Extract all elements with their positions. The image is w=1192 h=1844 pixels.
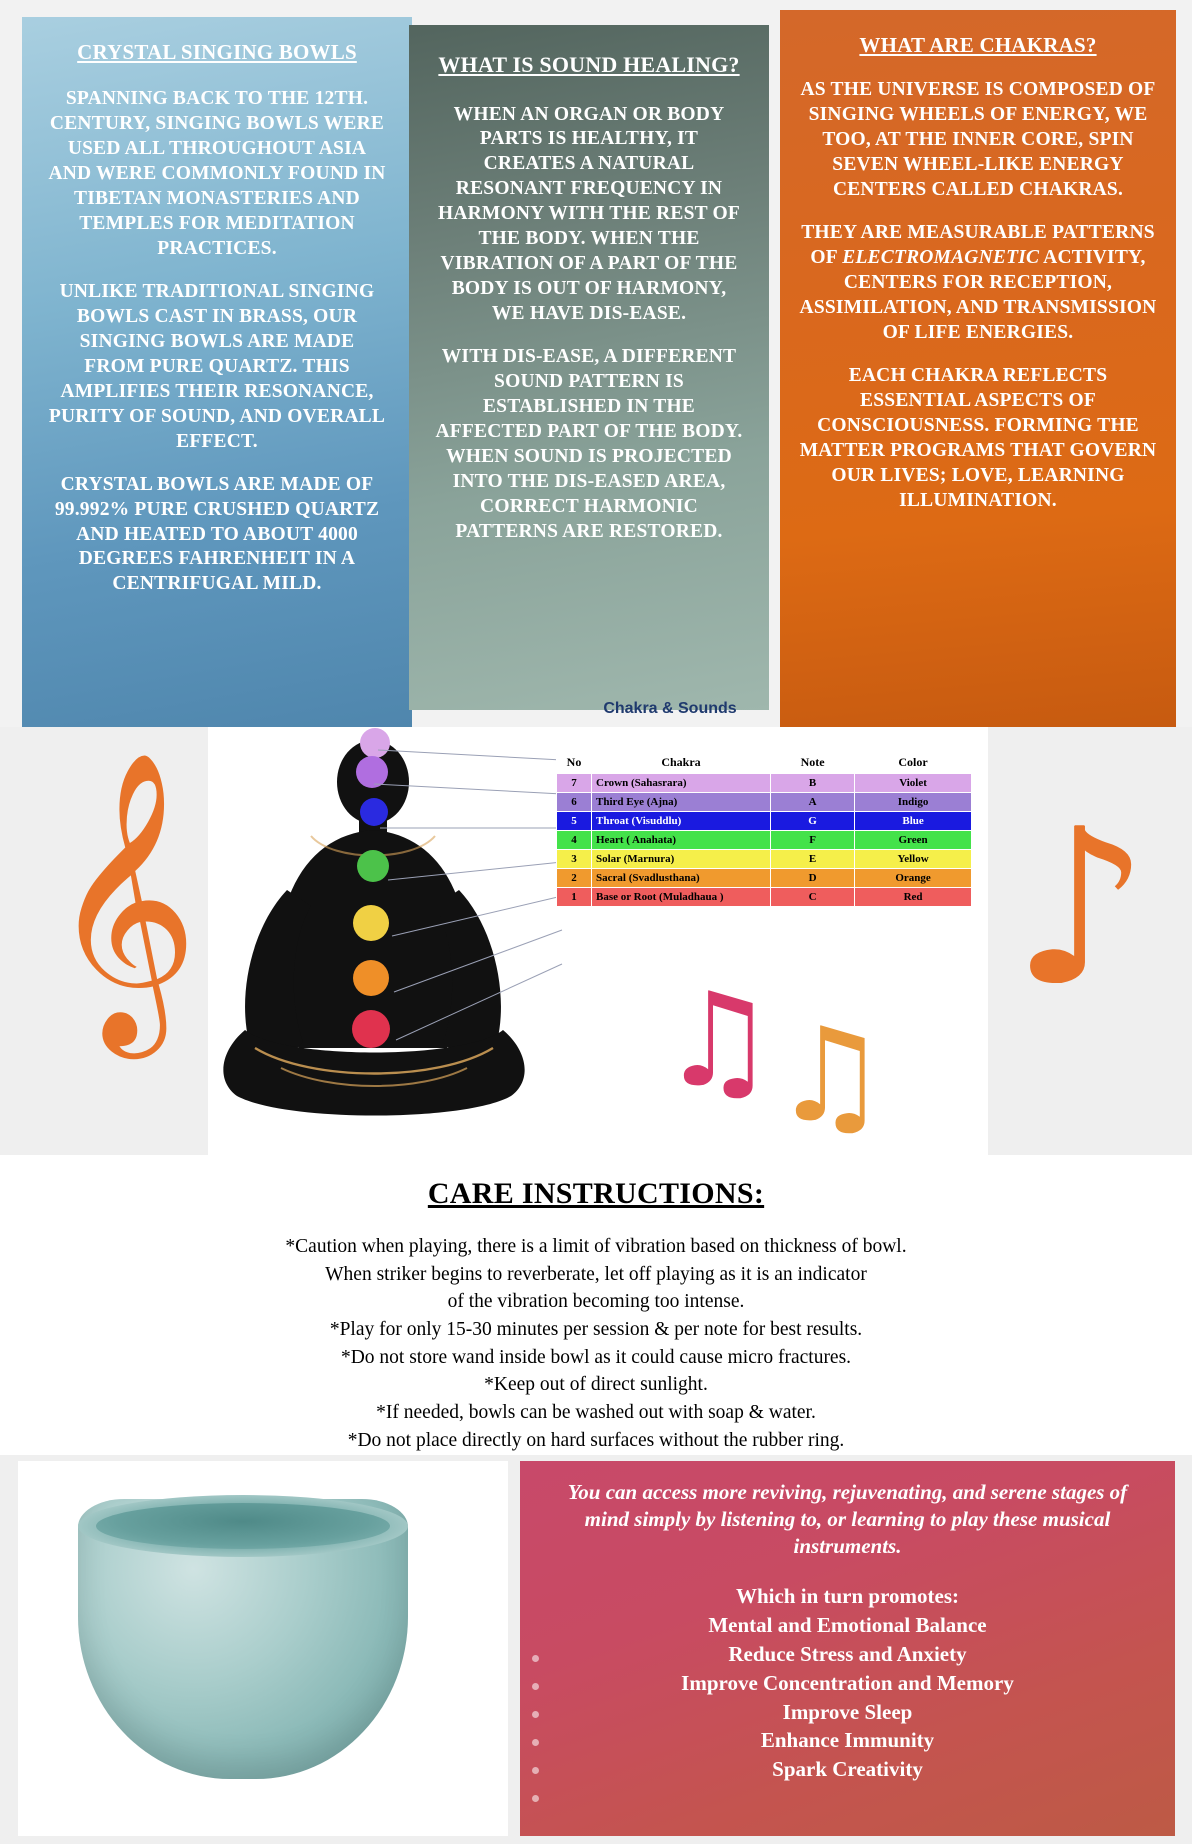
bullet-dot (532, 1655, 539, 1662)
info-panels (0, 0, 1192, 745)
chakra-table (556, 752, 972, 907)
benefits-panel (520, 1461, 1175, 1836)
chakra-sounds-caption: Chakra & Sounds (603, 700, 737, 717)
chakra-row-color: Indigo (855, 793, 972, 812)
table-row (557, 812, 972, 831)
panel-bowls-paragraph-1: SPANNING BACK TO THE 12TH. CENTURY, SINGING BOWLS WERE USED ALL THROUGHOUT ASIA AND WERE COMMONLY FOUND IN TIBETAN MONASTERIES AND TEMPLES FOR MEDITATION PRACTICES. (48, 88, 386, 259)
benefit-item: Improve Sleep (782, 1699, 913, 1724)
chakras-p2-tail: ACTIVITY, CENTERS FOR RECEPTION, ASSIMILATION, AND TRANSMISSION OF LIFE ENERGIES. (799, 246, 1157, 343)
benefit-item: Spark Creativity (772, 1757, 923, 1782)
chakra-row-name: Throat (Visuddlu) (592, 812, 771, 831)
benefits-bullet-markers (532, 1655, 539, 1823)
care-line: *If needed, bowls can be washed out with soap & water. (376, 1402, 816, 1424)
chakra-row-color: Violet (855, 774, 972, 793)
bullet-dot (532, 1711, 539, 1718)
chakra-row-note: C (771, 888, 855, 907)
bullet-dot (532, 1683, 539, 1690)
table-row (557, 869, 972, 888)
panel-chakras-paragraph-1: AS THE UNIVERSE IS COMPOSED OF SINGING WHEELS OF ENERGY, WE TOO, AT THE INNER CORE, SPIN SEVEN WHEEL-LIKE ENERGY CENTERS CALLED CHAKRAS. (800, 79, 1156, 201)
chakra-row-no: 7 (557, 774, 592, 793)
table-row (557, 850, 972, 869)
benefit-item: Improve Concentration and Memory (681, 1670, 1014, 1695)
care-instructions-title: CARE INSTRUCTIONS: (427, 1177, 765, 1210)
panel-title-chakras: WHAT ARE CHAKRAS? (859, 33, 1097, 57)
bullet-dot (532, 1739, 539, 1746)
benefits-promo (544, 1582, 1151, 1785)
panel-title-sound: WHAT IS SOUND HEALING? (438, 52, 740, 77)
panel-bowls-paragraph-3: CRYSTAL BOWLS ARE MADE OF 99.992% PURE CRUSHED QUARTZ AND HEATED TO ABOUT 4000 DEGREES FAHRENHEIT IN A CENTRIFUGAL MILD. (54, 473, 380, 595)
chakra-row-no: 1 (557, 888, 592, 907)
chakra-table-header-chakra: Chakra (592, 752, 771, 774)
chakra-row-name: Sacral (Svadlusthana) (592, 869, 771, 888)
panel-what-is-sound-healing (409, 25, 769, 710)
care-line: *Keep out of direct sunlight. (484, 1374, 708, 1396)
chakra-row-color: Green (855, 831, 972, 850)
beamed-notes-pink-icon: ♫ (660, 964, 777, 1116)
panel-sound-paragraph-1: WHEN AN ORGAN OR BODY PARTS IS HEALTHY, IT CREATES A NATURAL RESONANT FREQUENCY IN HARMONY WITH THE REST OF THE BODY. WHEN THE VIBRATION OF A PART OF THE BODY IS OUT OF HARMONY, WE HAVE DIS-EASE. (437, 103, 741, 325)
benefit-item: Reduce Stress and Anxiety (728, 1641, 967, 1666)
chakra-row-note: B (771, 774, 855, 793)
chakra-row-name: Crown (Sahasrara) (592, 774, 771, 793)
care-instructions-list (0, 1233, 1192, 1455)
treble-clef-icon: 𝄞 (48, 749, 199, 1046)
table-row (557, 793, 972, 812)
chakra-row-name: Base or Root (Muladhaua ) (592, 888, 771, 907)
chakra-row-note: E (771, 850, 855, 869)
chakra-row-note: F (771, 831, 855, 850)
benefit-item: Enhance Immunity (760, 1728, 935, 1753)
panel-chakras-paragraph-2 (798, 221, 1158, 346)
chakra-row-color: Blue (855, 812, 972, 831)
panel-sound-paragraph-2: WITH DIS-EASE, A DIFFERENT SOUND PATTERN IS ESTABLISHED IN THE AFFECTED PART OF THE BODY. WHEN SOUND IS PROJECTED INTO THE DIS-EASED AREA, CORRECT HARMONIC PATTERNS ARE RESTORED. (435, 346, 743, 542)
chakra-row-color: Orange (855, 869, 972, 888)
benefits-promo-title: Which in turn promotes: (735, 1583, 960, 1608)
beamed-notes-orange-icon: ♫ (772, 999, 889, 1151)
care-line: *Do not place directly on hard surfaces without the rubber ring. (347, 1429, 845, 1451)
bowl-interior (96, 1503, 390, 1549)
table-row (557, 888, 972, 907)
bullet-dot (532, 1767, 539, 1774)
care-instructions-section (0, 1155, 1192, 1455)
singing-bowl-photo (18, 1461, 508, 1836)
chakra-row-no: 5 (557, 812, 592, 831)
care-line: *Play for only 15-30 minutes per session & per note for best results. (329, 1319, 863, 1341)
panel-what-are-chakras (780, 10, 1176, 733)
panel-chakras-paragraph-3: EACH CHAKRA REFLECTS ESSENTIAL ASPECTS OF CONSCIOUSNESS. FORMING THE MATTER PROGRAMS THAT GOVERN OUR LIVES; LOVE, LEARNING ILLUMINATION. (799, 364, 1157, 511)
chakra-connector-lines (370, 740, 570, 1070)
chakra-row-note: D (771, 869, 855, 888)
chakra-row-name: Heart ( Anahata) (592, 831, 771, 850)
benefits-lede: You can access more reviving, rejuvenating, and serene stages of mind simply by listening to, or learning to play these musical instruments. (567, 1480, 1128, 1558)
chakra-table-header-row (557, 752, 972, 774)
chakra-row-name: Third Eye (Ajna) (592, 793, 771, 812)
panel-crystal-singing-bowls (22, 17, 412, 727)
care-line: of the vibration becoming too intense. (447, 1291, 745, 1313)
chakra-row-name: Solar (Marnura) (592, 850, 771, 869)
care-line: *Caution when playing, there is a limit of vibration based on thickness of bowl. (285, 1236, 907, 1257)
chakra-row-no: 3 (557, 850, 592, 869)
chakra-row-color: Yellow (855, 850, 972, 869)
table-row (557, 774, 972, 793)
chakra-row-color: Red (855, 888, 972, 907)
chakra-table-header-no: No (557, 752, 592, 774)
chakras-p2-lead: THEY ARE MEASURABLE PATTERNS OF (801, 222, 1155, 268)
chakra-table-header-color: Color (855, 752, 972, 774)
chakra-row-note: A (771, 793, 855, 812)
chakra-row-no: 6 (557, 793, 592, 812)
bullet-dot (532, 1795, 539, 1802)
care-line: *Do not store wand inside bowl as it could cause micro fractures. (340, 1346, 852, 1368)
chakra-row-note: G (771, 812, 855, 831)
panel-title-bowls: CRYSTAL SINGING BOWLS (77, 40, 357, 64)
care-line: When striker begins to reverberate, let off playing as it is an indicator (325, 1263, 867, 1285)
chakra-row-no: 4 (557, 831, 592, 850)
panel-bowls-paragraph-2: UNLIKE TRADITIONAL SINGING BOWLS CAST IN BRASS, OUR SINGING BOWLS ARE MADE FROM PURE QUARTZ. THIS AMPLIFIES THEIR RESONANCE, PURITY OF SOUND, AND OVERALL EFFECT. (48, 280, 386, 452)
eighth-note-icon: ♪ (1012, 782, 1150, 1033)
chakras-p2-emphasis: ELECTROMAGNETIC (842, 246, 1040, 268)
chakra-row-no: 2 (557, 869, 592, 888)
table-row (557, 831, 972, 850)
benefit-item: Mental and Emotional Balance (708, 1612, 987, 1637)
chakra-table-header-note: Note (771, 752, 855, 774)
